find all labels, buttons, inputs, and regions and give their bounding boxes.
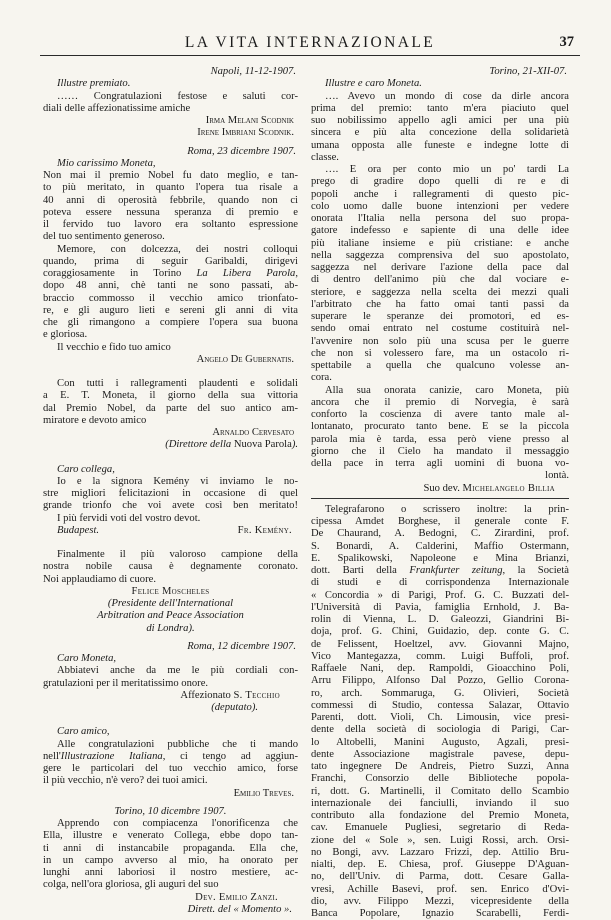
text-line: Alla sua onorata canizie, caro Moneta, più (325, 384, 569, 396)
text-line: no, dell'Univ. di Parma, dott. Cesare Galla- (311, 871, 569, 883)
text-line: 40 anni di operosità febbrile, quando non ci (43, 194, 298, 206)
text-line: braccio commosso il vecchio amico trionfato- (43, 292, 298, 304)
text-line: gatore indefesso e sapiente di una delle idee (311, 225, 569, 237)
signature-role: Dirett. del « Momento ». (187, 903, 292, 915)
text-line: …. E ora per conto mio un po' tardi La (325, 164, 569, 175)
text-line: Abbiatevi anche da me le più cordiali con- (57, 665, 298, 677)
text-line: colga, nell'ora gloriosa, gli auguri del suo (43, 879, 219, 891)
text-line: Apprendo con compiacenza l'onorificenza che (57, 818, 298, 829)
salutation: Illustre e caro Moneta. (325, 78, 422, 90)
text-line: de Felissent, Hoeltzel, avv. Giovanni Majno, (311, 638, 569, 650)
text-line: ancora che il premio di Norvegia, è sarà (311, 396, 569, 408)
text-line: Non mai il premio Nobel fu dato meglio, e tan- (43, 170, 298, 181)
journal-title: LA VITA INTERNAZIONALE (184, 34, 436, 51)
dateline: Roma, 12 dicembre 1907. (187, 640, 296, 652)
text-line: Finalmente il più valoroso campione della (57, 549, 298, 560)
text-line: classe. (311, 151, 339, 163)
signature: Dev. Emilio Zanzi. (195, 891, 278, 903)
text-line: « Concordia » di Parigi, Prof. G. C. Buzzati del- (311, 589, 569, 601)
text-line: poteva essere nessuna speranza di premio e (43, 206, 298, 218)
text-line: rolin di Vienna, L. D. Galeozzi, Giandrini Bi- (311, 614, 569, 625)
dateline-row (43, 806, 298, 818)
text-line: dal Premio Nobel, da parte del suo antico am- (43, 402, 298, 414)
text-line: ri, dott. G. Martinelli, il Comitato dello Scambio (311, 785, 569, 797)
text-line: De Chaurand, A. Bedogni, C. Zirardini, prof. (311, 528, 569, 540)
text-line: conforto la coscienza di avere tanto male al- (311, 409, 569, 420)
text-line: l'avvenire non solo più una scusa per le guerre (311, 335, 569, 347)
letter-billia (311, 66, 569, 495)
dateline: Torino, 21-XII-07. (489, 66, 567, 77)
signature-role: Arbitration and Peace Association (97, 610, 244, 622)
text-line: lontà. (545, 470, 569, 482)
text-line: vresi, Achille Basevi, prof. sen. Enrico d'Ovi- (311, 883, 569, 895)
dateline: Roma, 23 dicembre 1907. (187, 145, 296, 157)
signature-role: (Presidente dell'International (107, 598, 234, 609)
text-line: lontanato, procurato tanto bene. E se la piccola (311, 421, 569, 433)
text-line: diali delle affezionatissime amiche (43, 102, 191, 114)
text-line: cora. (311, 372, 332, 384)
text-line: giorno che il Cielo ha mandato il messaggio (311, 445, 569, 457)
text-line: che non si volessero fare, ma un ostacolo ri- (311, 347, 569, 359)
telegram-list (311, 504, 569, 920)
text-line: saggezza nel derivare l'azione della pace dal (311, 262, 569, 273)
text-line: del tuo sentimento generoso. (43, 231, 165, 243)
text-line: E. Spalikowski, Napoleone e Mina Brianzi, (311, 552, 569, 564)
place: Budapest. (57, 524, 100, 536)
dateline: Torino, 10 dicembre 1907. (114, 805, 227, 817)
text-line: e gloriosa. (43, 329, 88, 341)
text-line: Memore, con dolcezza, dei nostri colloqui (57, 243, 298, 255)
signature: Arnaldo Cervesato (212, 427, 294, 438)
text-line: colo uomo dalle buone intenzioni per vedere (311, 200, 569, 212)
text-line: coraggiosamente in Torino La Libera Parola, (43, 268, 298, 279)
text-line: che gli rimangono a compiere l'opera sua buona (43, 317, 298, 328)
text-line: cipessa Amdet Borghese, il generale conte F. (311, 516, 569, 527)
closing: Affezionato S. Tecchio (180, 689, 280, 701)
text-line: grande trionfo che voi avete così ben meritato! (43, 500, 298, 512)
dateline: Napoli, 11-12-1907. (210, 66, 296, 77)
text-line: Arru Filippo, Alfonso Dal Pozzo, Gellio Corona- (311, 675, 569, 687)
text-line: umana opposta alle funeste e indegne lotte di (311, 139, 569, 151)
text-line: prego di gradire dopo quelli di re e di (311, 176, 569, 188)
text-line: re, e gli auguro lieti e sereni gli anni di vita (43, 304, 298, 316)
text-line: I più fervidi voti del vostro devot. (57, 512, 201, 524)
text-line: nella saggezza comprensiva del suo apostolato, (311, 249, 569, 261)
magazine-title: Illustrazione Italiana (60, 750, 163, 762)
text-line: Parenti, dott. Violi, Ch. Limousin, vice presi- (311, 712, 569, 723)
text-line: Noi applaudiamo di cuore. (43, 573, 156, 585)
text-line: dente della società di sociologia di Parigi, Car- (311, 724, 569, 736)
text-line: Io e la signora Kemény vi inviamo le no- (57, 475, 298, 487)
text-line: parola mia è tarda, essa però viene presso al (311, 433, 569, 445)
text-line: ro, arch. Sommaruga, G. Olivieri, Società (311, 687, 569, 699)
signature-role: di Londra). (146, 622, 195, 634)
salutation: Caro Moneta, (57, 653, 117, 664)
text-line: più italiane insieme e più cristiane: e anche (311, 237, 569, 249)
letter-treves (43, 726, 298, 800)
salutation: Mio carissimo Moneta, (57, 157, 156, 169)
text-line: della pace in terra agli uomini di buona vo- (311, 458, 569, 469)
text-line: dopo 48 anni, chè tanti ne sono passati, ab- (43, 280, 298, 292)
newspaper-title: Frankfurter zeitung (409, 565, 503, 576)
letter-tecchio (43, 641, 298, 715)
text-line: miratore e devoto amico (43, 414, 147, 426)
letter-cervesato (43, 378, 298, 452)
text-line: commessi di Studio, contessa Salazar, Ottavio (311, 699, 569, 711)
letter-moscheles (43, 549, 298, 635)
signature: Irene Imbriani Scodnik. (197, 127, 294, 139)
text-line: S. Bonardi, A. Calderini, Maffio Ostermann, (311, 540, 569, 552)
text-line: il più vecchio, n'è vero? dei tuoi amici. (43, 775, 208, 787)
letter-kemeny (43, 464, 298, 538)
text-line: gere le particolari del tuo vecchio amico, forse (43, 763, 298, 774)
text-line: Banca Popolare, Ignazio Scarabelli, Ferdi- (311, 908, 569, 919)
text-line: lo Altobelli, Manini Augusto, Agzali, presi- (311, 736, 569, 748)
salutation: Illustre premiato. (57, 78, 131, 90)
text-line: zione del « Sole », sen. Luigi Rossi, arch. Orsi- (311, 834, 569, 846)
newspaper-title: La Libera Parola (196, 268, 296, 279)
text-line: prima del premio: tanto m'era piaciuto quel (311, 102, 569, 114)
text-line: Vico Mantegazza, comm. Luigi Buffoli, prof. (311, 650, 569, 662)
salutation: Caro collega, (57, 463, 115, 475)
text-line: l'arbitrato che ha fatto omai tanti passi da (311, 298, 569, 310)
text-line: nialti, dep. E. Chiesa, prof. Giuseppe D'Aguan- (311, 859, 569, 870)
text-line: lunghi anni laboriosi il nostro mestiere, ac- (43, 867, 298, 878)
text-line: steriore, e saggezza nella scelta dei mezzi quali (311, 286, 569, 298)
letter-scodnik (43, 66, 298, 140)
signature: Felice Moscheles (131, 585, 210, 597)
text-line: in un campo avverso al mio, ha onorato per (43, 854, 298, 866)
header-rule (40, 55, 580, 56)
text-line: l'Università di Pavia, famiglia Ernhold, J. Ba- (311, 601, 569, 613)
text-line: cav. Emanuele Pugliesi, segretario di Reda- (311, 822, 569, 834)
signature: Irma Melani Scodnik (205, 115, 294, 126)
text-line: …… Congratulazioni festose e saluti cor- (57, 90, 298, 102)
text-line: to più meritato, in quanto l'opera tua risale a (43, 182, 298, 194)
text-line: dio, avv. Filippo Mezzi, vicepresidente della (311, 895, 569, 907)
text-line: doja, prof. G. Chini, Guidazio, dep. conte G. C. (311, 626, 569, 638)
text-line: Telegrafarono o scrissero inoltre: la prin- (325, 503, 569, 515)
section-divider (311, 498, 569, 499)
closing: Suo dev. Michelangelo Billia (423, 482, 555, 494)
text-line: Franchi, Consorzio delle Biblioteche popola- (311, 773, 569, 785)
text-line: sincera e più alta concezione della solidarietà (311, 127, 569, 139)
text-line: dott. Barti della Frankfurter zeitung, la Società (311, 565, 569, 576)
text-line: contributo alla fondazione del Premio Moneta, (311, 810, 569, 821)
text-line: internazionale dei fanciulli, inviando il suo (311, 797, 569, 809)
left-column (43, 66, 298, 916)
letter-de-gubernatis (43, 146, 298, 367)
text-line: stre migliori felicitazioni in occasione di quel (43, 488, 298, 499)
letter-zanzi (43, 806, 298, 916)
text-line: nostra nobile causa è degnamente coronato. (43, 561, 298, 573)
text-line: quando, prima di seguir Garibaldi, dirigevi (43, 255, 298, 267)
running-header (40, 30, 580, 52)
text-line: di studi e di corrispondenza Internazionale (311, 577, 569, 589)
text-line: Ella, illustre e venerato Collega, ebbe dopo tan- (43, 830, 298, 842)
text-line: nell'Illustrazione Italiana, ci tengo ad aggiun- (43, 750, 298, 762)
text-line: suo nobilissimo appello agli amici per una più (311, 115, 569, 126)
text-line: no Bongi, avv. Lazzaro Frizzi, dep. Attilio Bru- (311, 846, 569, 858)
text-line: dente Associazione magistrale pavese, depu- (311, 748, 569, 760)
closing: Il vecchio e fido tuo amico (57, 341, 171, 353)
signature: Angelo De Gubernatis. (196, 353, 294, 365)
text-line: Raffaele Nani, dep. Rampoldi, Gioacchino Poli, (311, 663, 569, 674)
signature-role: (deputato). (211, 702, 258, 713)
text-line: a E. T. Moneta, il giorno della sua vittoria (43, 390, 298, 402)
text-line: tato ingegnere De Andreis, Pietro Suzzi, Anna (311, 761, 569, 772)
text-line: di dentro dell'animo più che dal vociare e- (311, 274, 569, 286)
text-line: onorata l'Italia nella persona del suo propa- (311, 213, 569, 224)
text-line: superare le speranze dei promotori, ed es- (311, 311, 569, 322)
text-line: Con tutti i rallegramenti plaudenti e solidali (57, 378, 298, 389)
text-line: popoli anche i rallegramenti di questo pic- (311, 188, 569, 200)
text-line: ti anni di instancabile propaganda. Ella che, (43, 842, 298, 854)
text-line: spettabile a quella che qualcuno volesse an- (311, 360, 569, 371)
right-column (311, 66, 569, 920)
salutation: Caro amico, (57, 726, 110, 738)
signature: Fr. Kemény. (237, 524, 292, 536)
text-line: il fervido tuo lavoro era soltanto espressione (43, 219, 298, 230)
text-line: Alle congratulazioni pubbliche che ti mando (57, 738, 298, 750)
text-line: …. Avevo un mondo di cose da dirle ancora (325, 90, 569, 102)
page-number: 37 (559, 34, 574, 50)
signature-role: (Direttore della Nuova Parola). (165, 439, 298, 451)
text-line: sendo omai entrato nel costume costituirà nel- (311, 323, 569, 335)
text-line: gratulazioni per il meritatissimo onore. (43, 677, 209, 689)
signature: Emilio Treves. (233, 787, 294, 799)
